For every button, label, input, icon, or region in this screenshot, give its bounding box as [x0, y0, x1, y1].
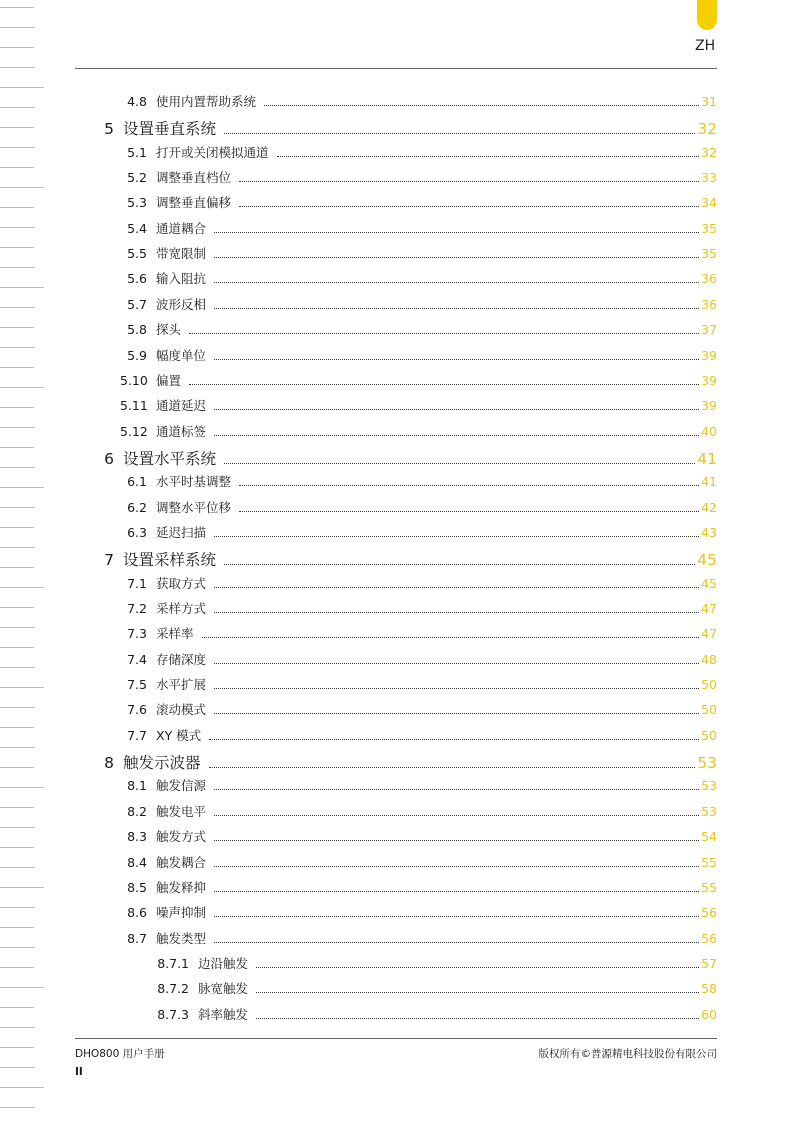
toc-number: 5.9 — [127, 347, 147, 363]
toc-number: 8.3 — [127, 829, 147, 845]
toc-leader — [239, 485, 699, 486]
toc-title: 水平时基调整 — [156, 474, 232, 490]
ruler-tick — [0, 227, 34, 228]
toc-title: 波形反相 — [156, 296, 207, 312]
toc-page: 58 — [701, 981, 717, 997]
toc-title: 设置垂直系统 — [123, 120, 217, 139]
ruler-tick — [0, 527, 34, 528]
toc-number: 5.3 — [127, 195, 147, 211]
ruler-tick — [0, 447, 34, 448]
ruler-tick — [0, 287, 44, 288]
toc-page: 50 — [701, 727, 717, 743]
toc-title: 触发信源 — [156, 778, 207, 794]
toc-leader — [214, 536, 699, 537]
toc-page: 33 — [701, 170, 717, 186]
ruler-tick — [0, 507, 34, 508]
ruler-tick — [0, 667, 34, 668]
toc-entry[interactable] — [120, 929, 717, 949]
toc-leader — [214, 663, 699, 664]
ruler-tick — [0, 1047, 34, 1048]
toc-page: 47 — [701, 601, 717, 616]
toc-title: 获取方式 — [156, 575, 207, 591]
toc-entry[interactable] — [120, 143, 717, 163]
margin-ruler — [0, 0, 50, 1122]
toc-title: 打开或关闭模拟通道 — [156, 144, 269, 160]
toc-entry[interactable] — [120, 700, 717, 720]
toc-number: 6.1 — [127, 474, 147, 490]
toc-number: 8.7.1 — [157, 955, 189, 971]
toc-number: 7.4 — [127, 651, 147, 667]
toc-entry[interactable] — [120, 878, 717, 898]
toc-entry[interactable] — [100, 117, 717, 137]
toc-leader — [189, 384, 699, 385]
toc-page: 36 — [701, 271, 717, 287]
toc-entry[interactable] — [120, 244, 717, 264]
toc-page: 34 — [701, 195, 717, 211]
toc-title: XY 模式 — [156, 727, 202, 743]
ruler-tick — [0, 687, 44, 688]
toc-title: 通道标签 — [156, 423, 207, 439]
ruler-tick — [0, 1107, 34, 1108]
toc-number: 7.5 — [127, 677, 147, 693]
ruler-tick — [0, 967, 34, 968]
ruler-tick — [0, 27, 34, 28]
toc-leader — [214, 435, 699, 436]
toc-entry[interactable] — [120, 371, 717, 391]
toc-title: 采样率 — [156, 626, 194, 642]
ruler-tick — [0, 767, 34, 768]
ruler-tick — [0, 127, 34, 128]
header-divider — [75, 68, 717, 69]
toc-leader — [214, 789, 699, 790]
toc-entry[interactable] — [157, 979, 717, 999]
language-tab — [697, 0, 717, 30]
toc-title: 采样方式 — [156, 601, 207, 616]
toc-page: 41 — [701, 474, 717, 490]
toc-title: 带宽限制 — [156, 246, 207, 262]
ruler-tick — [0, 147, 34, 148]
toc-page: 56 — [701, 930, 717, 946]
toc-leader — [214, 257, 699, 258]
toc-leader — [214, 587, 699, 588]
toc-page: 31 — [701, 94, 717, 109]
toc-leader — [224, 133, 695, 134]
toc-leader — [214, 942, 699, 943]
toc-title: 触发释抑 — [156, 879, 207, 895]
toc-leader — [214, 815, 699, 816]
toc-number: 8.2 — [127, 803, 147, 819]
ruler-tick — [0, 927, 34, 928]
toc-entry[interactable] — [120, 168, 717, 188]
ruler-tick — [0, 407, 34, 408]
ruler-tick — [0, 1007, 34, 1008]
toc-title: 通道延迟 — [156, 398, 207, 414]
toc-title: 探头 — [156, 322, 182, 338]
toc-leader — [214, 916, 699, 917]
toc-page: 45 — [697, 551, 717, 570]
toc-title: 触发耦合 — [156, 854, 207, 870]
toc-page: 60 — [701, 1006, 717, 1022]
toc-number: 6 — [104, 449, 114, 468]
toc-entry[interactable] — [120, 295, 717, 315]
toc-page: 39 — [701, 398, 717, 414]
toc-page: 32 — [697, 120, 717, 139]
toc-page: 36 — [701, 296, 717, 312]
toc-page: 48 — [701, 651, 717, 667]
ruler-tick — [0, 467, 34, 468]
toc-title: 调整垂直偏移 — [156, 195, 232, 211]
toc-entry[interactable] — [100, 548, 717, 568]
toc-entry[interactable] — [120, 422, 717, 442]
toc-leader — [214, 359, 699, 360]
ruler-tick — [0, 727, 34, 728]
toc-entry[interactable] — [120, 726, 717, 746]
toc-entry[interactable] — [120, 523, 717, 543]
toc-title: 设置水平系统 — [123, 449, 217, 468]
toc-page: 32 — [701, 144, 717, 160]
toc-page: 50 — [701, 702, 717, 718]
toc-title: 幅度单位 — [156, 347, 207, 363]
ruler-tick — [0, 867, 34, 868]
ruler-tick — [0, 207, 34, 208]
ruler-tick — [0, 907, 34, 908]
toc-leader — [214, 840, 699, 841]
ruler-tick — [0, 387, 44, 388]
toc-entry[interactable] — [120, 853, 717, 873]
toc-title: 调整垂直档位 — [156, 170, 232, 186]
toc-leader — [214, 688, 699, 689]
toc-number: 7.6 — [127, 702, 147, 718]
toc-leader — [189, 333, 699, 334]
toc-number: 8.7.3 — [157, 1006, 189, 1022]
toc-number: 5.7 — [127, 296, 147, 312]
toc-entry[interactable] — [120, 574, 717, 594]
toc-page: 35 — [701, 220, 717, 236]
toc-title: 通道耦合 — [156, 220, 207, 236]
toc-page: 39 — [701, 372, 717, 388]
toc-title: 滚动模式 — [156, 702, 207, 718]
ruler-tick — [0, 887, 44, 888]
toc-title: 噪声抑制 — [156, 905, 207, 921]
toc-number: 8.7.2 — [157, 981, 189, 997]
toc-leader — [202, 637, 700, 638]
toc-leader — [214, 713, 699, 714]
toc-entry[interactable] — [120, 320, 717, 340]
toc-page: 55 — [701, 854, 717, 870]
toc-number: 8.4 — [127, 854, 147, 870]
toc-entry[interactable] — [100, 751, 717, 771]
toc-leader — [256, 967, 699, 968]
toc-number: 7.3 — [127, 626, 147, 642]
toc-title: 触发类型 — [156, 930, 207, 946]
toc-page: 39 — [701, 347, 717, 363]
ruler-tick — [0, 987, 44, 988]
toc-entry[interactable] — [120, 776, 717, 796]
ruler-tick — [0, 367, 34, 368]
ruler-tick — [0, 607, 34, 608]
toc-leader — [224, 463, 695, 464]
ruler-tick — [0, 107, 34, 108]
toc-number: 8.1 — [127, 778, 147, 794]
toc-entry[interactable] — [120, 650, 717, 670]
toc-leader — [264, 105, 699, 106]
footer-divider — [75, 1038, 717, 1039]
toc-leader — [239, 206, 699, 207]
language-label: ZH — [695, 38, 716, 54]
ruler-tick — [0, 87, 44, 88]
toc-entry[interactable] — [120, 219, 717, 239]
toc-title: 水平扩展 — [156, 677, 207, 693]
copyright-notice: 版权所有©普源精电科技股份有限公司 — [538, 1048, 717, 1060]
toc-entry[interactable] — [120, 498, 717, 518]
toc-page: 50 — [701, 677, 717, 693]
toc-page: 42 — [701, 499, 717, 515]
toc-entry[interactable] — [120, 346, 717, 366]
toc-title: 使用内置帮助系统 — [156, 94, 257, 109]
toc-title: 脉宽触发 — [198, 981, 249, 997]
toc-number: 5.4 — [127, 220, 147, 236]
toc-title: 触发方式 — [156, 829, 207, 845]
ruler-tick — [0, 647, 34, 648]
toc-page: 47 — [701, 626, 717, 642]
toc-page: 54 — [701, 829, 717, 845]
toc-entry[interactable] — [120, 472, 717, 492]
ruler-tick — [0, 847, 34, 848]
toc-title: 触发电平 — [156, 803, 207, 819]
ruler-tick — [0, 1027, 34, 1028]
toc-number: 6.2 — [127, 499, 147, 515]
toc-title: 斜率触发 — [198, 1006, 249, 1022]
toc-entry[interactable] — [157, 954, 717, 974]
toc-entry[interactable] — [120, 675, 717, 695]
ruler-tick — [0, 707, 34, 708]
toc-number: 5 — [104, 120, 114, 139]
toc-leader — [214, 282, 699, 283]
toc-entry[interactable] — [120, 396, 717, 416]
toc-entry[interactable] — [120, 193, 717, 213]
ruler-tick — [0, 747, 34, 748]
toc-leader — [239, 511, 699, 512]
ruler-tick — [0, 427, 34, 428]
toc-number: 5.5 — [127, 246, 147, 262]
ruler-tick — [0, 587, 44, 588]
toc-leader — [214, 409, 699, 410]
toc-number: 4.8 — [127, 94, 147, 109]
ruler-tick — [0, 347, 34, 348]
toc-entry[interactable] — [120, 269, 717, 289]
toc-title: 延迟扫描 — [156, 524, 207, 540]
toc-leader — [214, 866, 699, 867]
toc-leader — [239, 181, 699, 182]
toc-number: 5.11 — [120, 398, 148, 414]
ruler-tick — [0, 627, 34, 628]
toc-leader — [224, 564, 695, 565]
toc-leader — [256, 992, 699, 993]
manual-title: DHO800 用户手册 — [75, 1048, 165, 1060]
toc-number: 8.6 — [127, 905, 147, 921]
toc-number: 8 — [104, 754, 114, 773]
toc-leader — [209, 739, 699, 740]
ruler-tick — [0, 267, 34, 268]
toc-number: 5.8 — [127, 322, 147, 338]
toc-number: 5.1 — [127, 144, 147, 160]
toc-title: 调整水平位移 — [156, 499, 232, 515]
toc-entry[interactable] — [100, 447, 717, 467]
toc-number: 8.5 — [127, 879, 147, 895]
toc-number: 7.2 — [127, 601, 147, 616]
toc-number: 7.7 — [127, 727, 147, 743]
toc-title: 偏置 — [156, 372, 182, 388]
toc-number: 7.1 — [127, 575, 147, 591]
toc-page: 53 — [701, 778, 717, 794]
ruler-tick — [0, 67, 34, 68]
toc-page: 37 — [701, 322, 717, 338]
toc-number: 5.6 — [127, 271, 147, 287]
toc-page: 53 — [697, 754, 717, 773]
toc-leader — [209, 767, 696, 768]
toc-title: 输入阻抗 — [156, 271, 207, 287]
toc-title: 存储深度 — [156, 651, 207, 667]
ruler-tick — [0, 947, 34, 948]
toc-entry[interactable] — [120, 903, 717, 923]
toc-leader — [214, 308, 699, 309]
toc-entry[interactable] — [120, 92, 717, 112]
ruler-tick — [0, 807, 34, 808]
toc-page: 45 — [701, 575, 717, 591]
toc-title: 边沿触发 — [198, 955, 249, 971]
ruler-tick — [0, 47, 34, 48]
ruler-tick — [0, 247, 34, 248]
toc-entry[interactable] — [120, 802, 717, 822]
toc-number: 8.7 — [127, 930, 147, 946]
toc-number: 7 — [104, 551, 114, 570]
ruler-tick — [0, 7, 34, 8]
toc-entry[interactable] — [120, 827, 717, 847]
toc-page: 56 — [701, 905, 717, 921]
toc-page: 40 — [701, 423, 717, 439]
ruler-tick — [0, 167, 34, 168]
toc-number: 5.12 — [120, 423, 148, 439]
page-number: II — [75, 1066, 83, 1078]
toc-number: 6.3 — [127, 524, 147, 540]
toc-page: 41 — [697, 449, 717, 468]
ruler-tick — [0, 307, 34, 308]
toc-page: 43 — [701, 524, 717, 540]
toc-title: 触发示波器 — [123, 754, 201, 773]
toc-leader — [277, 156, 700, 157]
ruler-tick — [0, 487, 44, 488]
ruler-tick — [0, 327, 34, 328]
toc-title: 设置采样系统 — [123, 551, 217, 570]
toc-entry[interactable] — [120, 599, 717, 619]
ruler-tick — [0, 827, 34, 828]
toc-leader — [256, 1018, 699, 1019]
toc-number: 5.10 — [120, 372, 148, 388]
toc-page: 57 — [701, 955, 717, 971]
ruler-tick — [0, 187, 44, 188]
toc-page: 53 — [701, 803, 717, 819]
toc-page: 55 — [701, 879, 717, 895]
ruler-tick — [0, 787, 44, 788]
toc-page: 35 — [701, 246, 717, 262]
toc-leader — [214, 232, 699, 233]
toc-leader — [214, 612, 699, 613]
ruler-tick — [0, 1067, 34, 1068]
toc-leader — [214, 891, 699, 892]
ruler-tick — [0, 547, 34, 548]
toc-entry[interactable] — [157, 1005, 717, 1025]
ruler-tick — [0, 567, 34, 568]
toc-entry[interactable] — [120, 624, 717, 644]
toc-number: 5.2 — [127, 170, 147, 186]
ruler-tick — [0, 1087, 44, 1088]
